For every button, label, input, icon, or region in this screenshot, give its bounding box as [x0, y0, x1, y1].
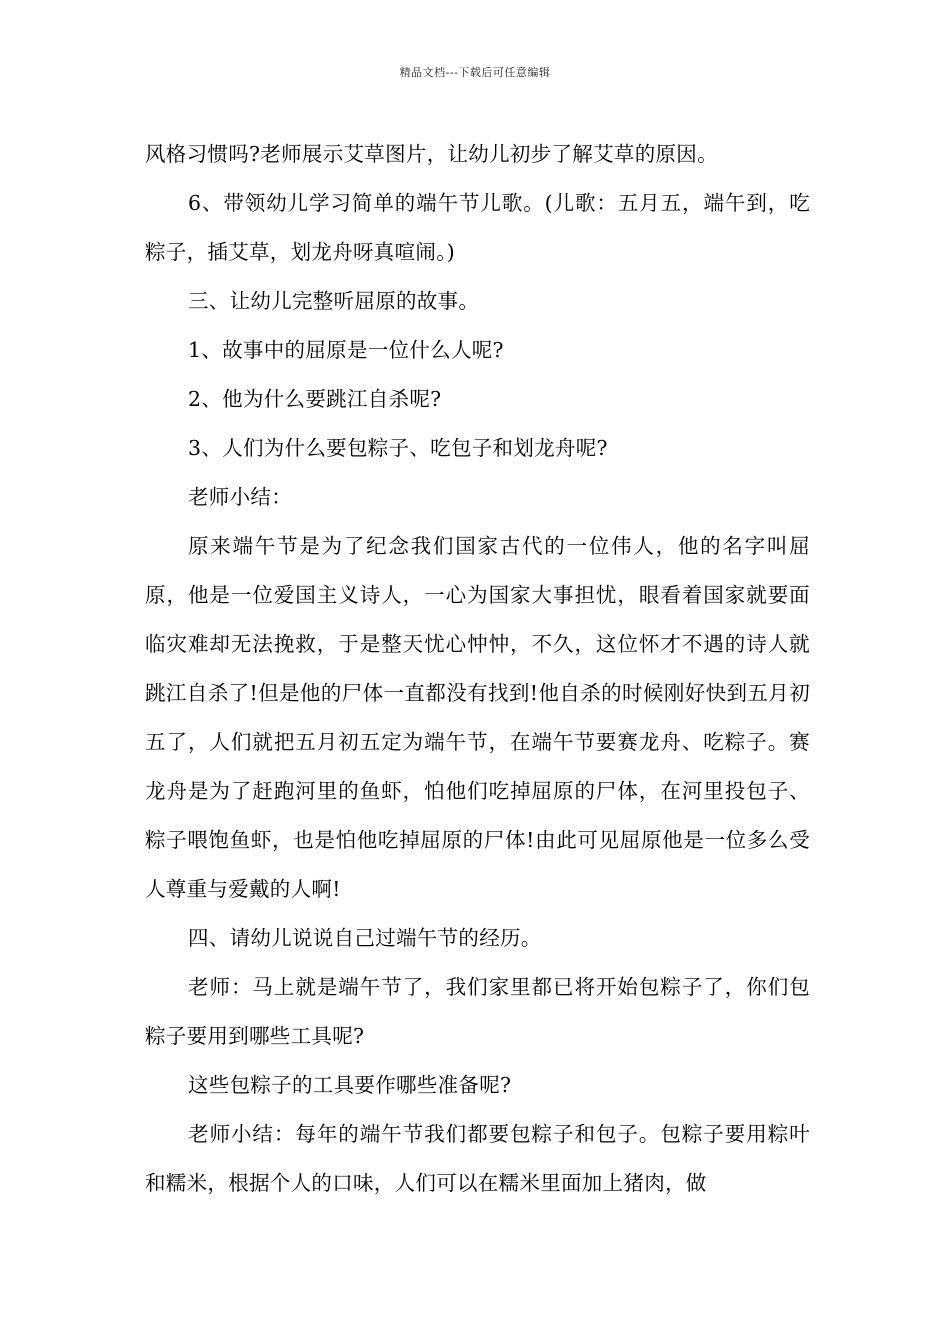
paragraph: 这些包粽子的工具要作哪些准备呢?: [188, 1073, 512, 1097]
paragraph: 三、让幼儿完整听屈原的故事。: [188, 289, 480, 313]
paragraph: 四、请幼儿说说自己过端午节的经历。: [188, 926, 542, 950]
paragraph: 原来端午节是为了纪念我们国家古代的一位伟人，他的名字叫屈原，他是一位爱国主义诗人，一心为国家大事担忧，眼看着国家就要面临灾难却无法挽救，于是整天忧心忡忡，不久，这位怀才不遇的诗人就跳江自杀了!但是他的尸体一直都没有找到!他自杀的时候刚好快到五月初五了，人们就把五月初五定为端午节，在端午节要赛龙舟、吃粽子。赛龙舟是为了赶跑河里的鱼虾，怕他们吃掉屈原的尸体，在河里投包子、粽子喂饱鱼虾，也是怕他吃掉屈原的尸体!由此可见屈原他是一位多么受人尊重与爱戴的人啊!: [145, 534, 810, 901]
paragraph: 老师小结：每年的端午节我们都要包粽子和包子。包粽子要用粽叶和糯米，根据个人的口味，人们可以在糯米里面加上猪肉，做: [145, 1122, 810, 1195]
paragraph: 3、人们为什么要包粽子、吃包子和划龙舟呢?: [188, 436, 608, 460]
paragraph: 老师：马上就是端午节了，我们家里都已将开始包粽子了，你们包粽子要用到哪些工具呢?: [145, 975, 810, 1048]
paragraph: 6、带领幼儿学习简单的端午节儿歌。(儿歌：五月五，端午到，吃粽子，插艾草，划龙舟呀真喧闹。): [145, 191, 810, 264]
paragraph: 老师小结：: [188, 485, 292, 509]
paragraph: 1、故事中的屈原是一位什么人呢?: [188, 338, 504, 362]
document-body: [145, 130, 810, 1208]
paragraph: 2、他为什么要跳江自杀呢?: [188, 387, 442, 411]
paragraph: 风格习惯吗?老师展示艾草图片，让幼儿初步了解艾草的原因。: [145, 142, 718, 166]
page-header: 精品文档---下载后可任意编辑: [399, 66, 551, 79]
